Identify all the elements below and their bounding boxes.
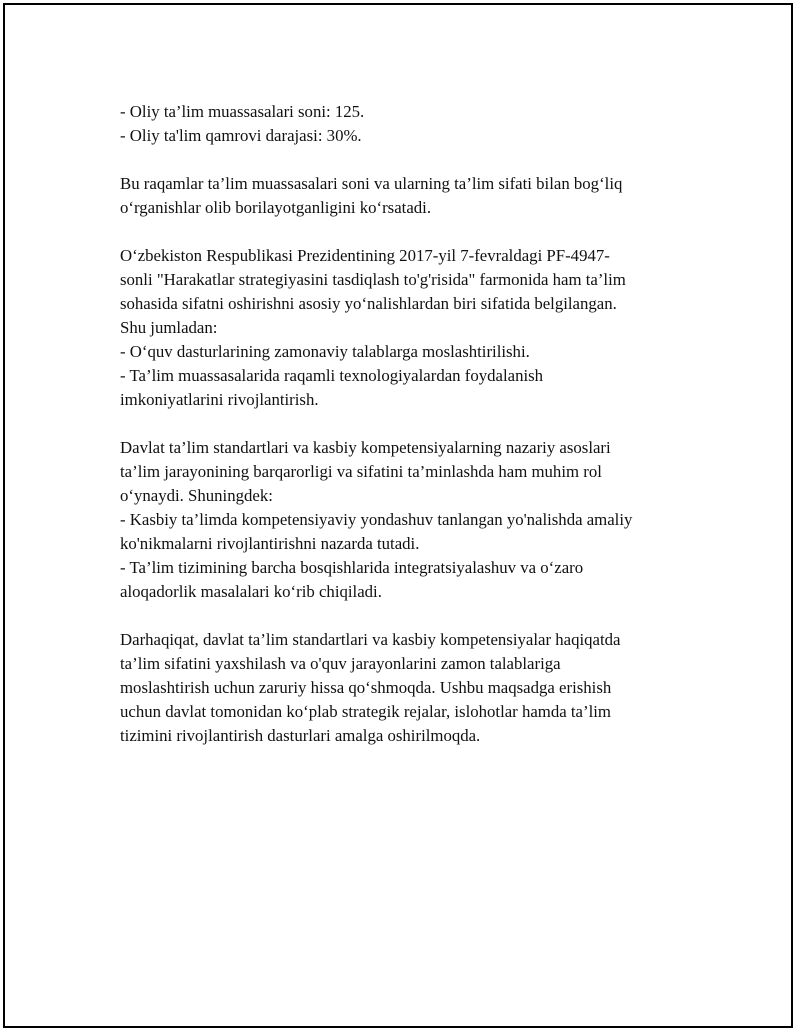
text-line: Bu raqamlar ta’lim muassasalari soni va ularning ta’lim sifati bilan bog‘liq <box>120 174 623 193</box>
text-line: - Ta’lim tizimining barcha bosqishlarida integratsiyalashuv va o‘zaro <box>120 558 584 577</box>
paragraph-statistics <box>120 100 690 148</box>
document-body <box>120 100 690 772</box>
text-line: aloqadorlik masalalari ko‘rib chiqiladi. <box>120 582 382 601</box>
text-line: ta’lim jarayonining barqarorligi va sifatini ta’minlashda ham muhim rol <box>120 462 602 481</box>
text-line: sohasida sifatni oshirishni asosiy yo‘nalishlardan biri sifatida belgilangan. <box>120 294 617 313</box>
text-line: Darhaqiqat, davlat ta’lim standartlari va kasbiy kompetensiyalar haqiqatda <box>120 630 621 649</box>
document-page <box>3 3 793 1028</box>
text-line: - Ta’lim muassasalarida raqamli texnologiyalardan foydalanish <box>120 366 544 385</box>
text-line: O‘zbekiston Respublikasi Prezidentining 2017-yil 7-fevraldagi PF-4947- <box>120 246 610 265</box>
text-line: - Oliy ta’lim muassasalari soni: 125. <box>120 102 365 121</box>
text-line: ko'nikmalarni rivojlantirishni nazarda tutadi. <box>120 534 420 553</box>
paragraph-conclusion <box>120 628 690 748</box>
paragraph-summary <box>120 172 690 220</box>
text-line: imkoniyatlarini rivojlantirish. <box>120 390 319 409</box>
text-line: o‘ynaydi. Shuningdek: <box>120 486 273 505</box>
text-line: uchun davlat tomonidan ko‘plab strategik rejalar, islohotlar hamda ta’lim <box>120 702 611 721</box>
text-line: - O‘quv dasturlarining zamonaviy talablarga moslashtirilishi. <box>120 342 530 361</box>
paragraph-standards <box>120 436 690 604</box>
text-line: tizimini rivojlantirish dasturlari amalga oshirilmoqda. <box>120 726 481 745</box>
text-line: moslashtirish uchun zaruriy hissa qo‘shmoqda. Ushbu maqsadga erishish <box>120 678 612 697</box>
text-line: o‘rganishlar olib borilayotganligini ko‘rsatadi. <box>120 198 432 217</box>
text-line: sonli "Harakatlar strategiyasini tasdiqlash to'g'risida" farmonida ham ta’lim <box>120 270 626 289</box>
text-line: - Oliy ta'lim qamrovi darajasi: 30%. <box>120 126 362 145</box>
paragraph-decree <box>120 244 690 412</box>
text-line: Shu jumladan: <box>120 318 218 337</box>
text-line: ta’lim sifatini yaxshilash va o'quv jarayonlarini zamon talablariga <box>120 654 561 673</box>
text-line: - Kasbiy ta’limda kompetensiyaviy yondashuv tanlangan yo'nalishda amaliy <box>120 510 633 529</box>
text-line: Davlat ta’lim standartlari va kasbiy kompetensiyalarning nazariy asoslari <box>120 438 611 457</box>
